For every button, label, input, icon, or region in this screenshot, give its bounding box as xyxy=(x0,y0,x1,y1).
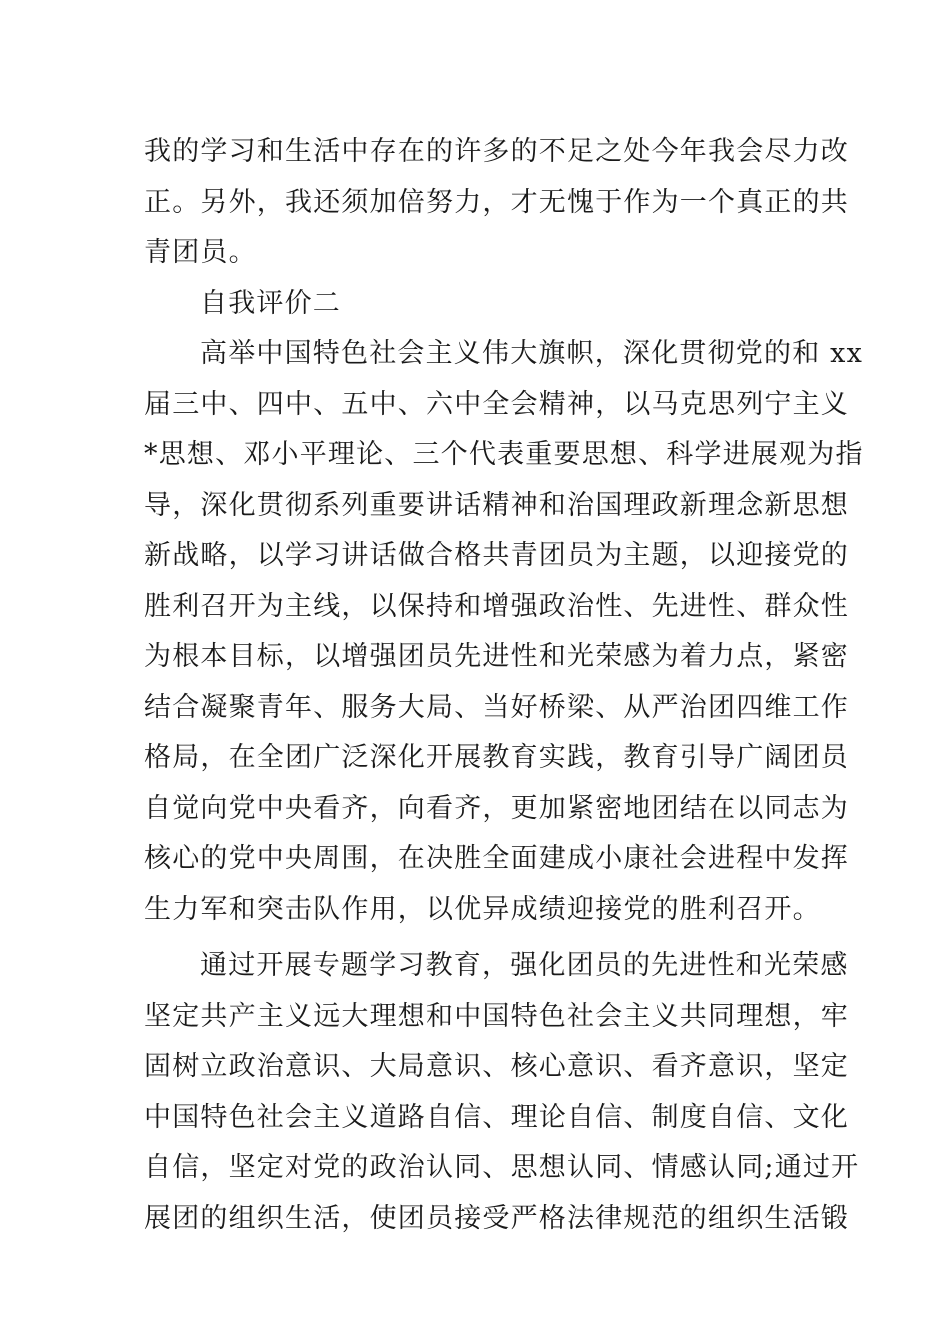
document-body xyxy=(144,127,864,1244)
paragraph-line: 中国特色社会主义道路自信、理论自信、制度自信、文化 xyxy=(144,1101,849,1133)
paragraph-line: 格局，在全团广泛深化开展教育实践，教育引导广阔团员 xyxy=(144,742,849,773)
section-heading: 自我评价二 xyxy=(200,287,341,319)
paragraph-line: 固树立政治意识、大局意识、核心意识、看齐意识，坚定 xyxy=(144,1051,849,1082)
paragraph-line: 展团的组织生活，使团员接受严格法律规范的组织生活锻 xyxy=(144,1202,849,1234)
paragraph-line: 正。另外，我还须加倍努力，才无愧于作为一个真正的共 xyxy=(144,186,849,218)
paragraph-line: 自觉向党中央看齐，向看齐，更加紧密地团结在以同志为 xyxy=(144,792,849,824)
paragraph-line: 坚定共产主义远大理想和中国特色社会主义共同理想，牢 xyxy=(144,1000,849,1032)
paragraph-line: 胜利召开为主线，以保持和增强政治性、先进性、群众性 xyxy=(144,590,849,622)
paragraph-line: 新战略，以学习讲话做合格共青团员为主题，以迎接党的 xyxy=(144,540,849,571)
paragraph-line: *思想、邓小平理论、三个代表重要思想、科学进展观为指 xyxy=(144,439,864,470)
paragraph-line: 结合凝聚青年、服务大局、当好桥梁、从严治团四维工作 xyxy=(144,691,849,723)
paragraph-3 xyxy=(144,941,860,1244)
paragraph-line: 高举中国特色社会主义伟大旗帜，深化贯彻党的和 xx xyxy=(200,338,864,369)
paragraph-2 xyxy=(144,329,864,935)
paragraph-line: 青团员。 xyxy=(144,237,257,268)
paragraph-line: 届三中、四中、五中、六中全会精神，以马克思列宁主义 xyxy=(144,388,849,420)
paragraph-line: 通过开展专题学习教育，强化团员的先进性和光荣感 xyxy=(200,950,849,981)
paragraph-line: 核心的党中央周围，在决胜全面建成小康社会进程中发挥 xyxy=(144,843,849,874)
paragraph-line: 为根本目标，以增强团员先进性和光荣感为着力点，紧密 xyxy=(144,641,849,672)
paragraph-line: 生力军和突击队作用，以优异成绩迎接党的胜利召开。 xyxy=(144,893,821,925)
paragraph-line: 导，深化贯彻系列重要讲话精神和治国理政新理念新思想 xyxy=(144,489,849,521)
paragraph-1 xyxy=(144,127,849,279)
paragraph-line: 自信，坚定对党的政治认同、思想认同、情感认同;通过开 xyxy=(144,1152,860,1183)
paragraph-line: 我的学习和生活中存在的许多的不足之处今年我会尽力改 xyxy=(144,136,849,167)
